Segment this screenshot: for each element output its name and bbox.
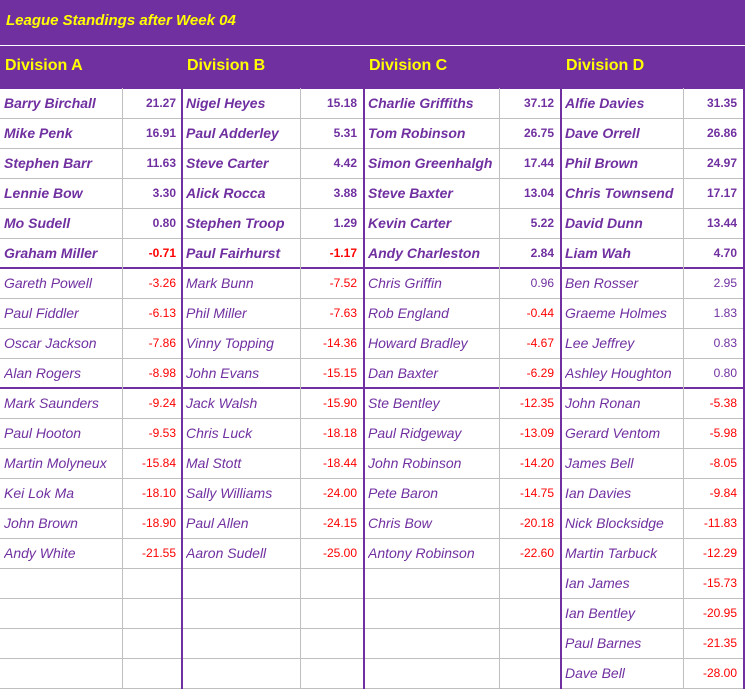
division-d-player-name: Liam Wah bbox=[565, 245, 631, 261]
division-a-player-name: Martin Molyneux bbox=[4, 455, 107, 471]
division-b-player-score: -1.17 bbox=[329, 246, 357, 260]
division-a-player-score: 21.27 bbox=[145, 96, 176, 110]
division-b-player-score: -25.00 bbox=[322, 546, 357, 560]
division-c-player-name: Howard Bradley bbox=[368, 335, 468, 351]
division-a-player-name: Lennie Bow bbox=[4, 185, 83, 201]
division-a-player-name: Gareth Powell bbox=[4, 275, 92, 291]
division-a-player-score: -15.84 bbox=[141, 456, 176, 470]
division-d-player-score: -8.05 bbox=[709, 456, 737, 470]
division-d-player-score: -20.95 bbox=[702, 606, 737, 620]
division-a-player-score: -6.13 bbox=[148, 306, 176, 320]
division-d-player-score: 24.97 bbox=[706, 156, 737, 170]
division-c-player-name: Simon Greenhalgh bbox=[368, 155, 493, 171]
division-b-player-score: -7.52 bbox=[329, 276, 357, 290]
division-b-player-score: -7.63 bbox=[329, 306, 357, 320]
division-c-player-name: Pete Baron bbox=[368, 485, 439, 501]
division-c-header: Division C bbox=[369, 57, 448, 74]
division-d-player-name: Ian Davies bbox=[565, 485, 632, 501]
division-d-player-name: Ian James bbox=[565, 575, 630, 591]
division-c-player-score: 13.04 bbox=[523, 186, 554, 200]
division-d-player-name: John Ronan bbox=[565, 395, 641, 411]
division-d-player-name: Martin Tarbuck bbox=[565, 545, 658, 561]
division-d-player-score: 2.95 bbox=[713, 276, 737, 290]
division-a-player-score: -3.26 bbox=[148, 276, 176, 290]
division-a-player-name: Mark Saunders bbox=[4, 395, 99, 411]
division-c-player-name: Steve Baxter bbox=[368, 185, 453, 201]
division-b-player-name: Paul Allen bbox=[186, 515, 249, 531]
division-c-player-name: Ste Bentley bbox=[368, 395, 440, 411]
division-d-player-score: -9.84 bbox=[709, 486, 737, 500]
division-b-player-name: Mal Stott bbox=[186, 455, 242, 471]
division-d-player-score: -21.35 bbox=[702, 636, 737, 650]
division-c-player-score: -12.35 bbox=[519, 396, 554, 410]
division-a-player-name: Stephen Barr bbox=[4, 155, 92, 171]
division-c-player-score: -6.29 bbox=[526, 366, 554, 380]
division-a-player-score: -0.71 bbox=[148, 246, 176, 260]
division-b-player-score: -18.18 bbox=[322, 426, 357, 440]
division-d-player-score: 13.44 bbox=[706, 216, 737, 230]
division-a-player-score: -9.24 bbox=[148, 396, 176, 410]
division-a-player-name: Paul Fiddler bbox=[4, 305, 79, 321]
division-c-player-score: -13.09 bbox=[519, 426, 554, 440]
division-c-player-name: Andy Charleston bbox=[368, 245, 481, 261]
division-separator bbox=[363, 88, 365, 689]
division-a-player-name: Oscar Jackson bbox=[4, 335, 97, 351]
division-d-player-score: -28.00 bbox=[702, 666, 737, 680]
division-a-player-score: -7.86 bbox=[148, 336, 176, 350]
division-b-player-score: 5.31 bbox=[333, 126, 357, 140]
division-a-player-name: Paul Hooton bbox=[4, 425, 82, 441]
division-a-player-score: 11.63 bbox=[146, 156, 176, 170]
division-d-player-score: -5.98 bbox=[709, 426, 737, 440]
division-c-player-score: -14.20 bbox=[519, 456, 554, 470]
division-b-player-name: Nigel Heyes bbox=[186, 95, 266, 111]
division-b-header: Division B bbox=[187, 57, 266, 74]
page-title: League Standings after Week 04 bbox=[6, 12, 236, 29]
division-b-player-name: Vinny Topping bbox=[186, 335, 274, 351]
division-d-player-name: Ashley Houghton bbox=[565, 365, 672, 381]
division-d-player-score: -5.38 bbox=[709, 396, 737, 410]
division-a-player-name: Andy White bbox=[4, 545, 76, 561]
division-b-player-name: Chris Luck bbox=[186, 425, 253, 441]
division-c-player-score: -22.60 bbox=[519, 546, 554, 560]
division-separator bbox=[181, 88, 183, 689]
division-d-player-name: Nick Blocksidge bbox=[565, 515, 664, 531]
division-d-player-score: 0.80 bbox=[713, 366, 737, 380]
division-b-player-name: Jack Walsh bbox=[186, 395, 258, 411]
division-a-player-name: Alan Rogers bbox=[4, 365, 82, 381]
division-a-player-name: John Brown bbox=[4, 515, 78, 531]
division-c-player-score: -0.44 bbox=[526, 306, 554, 320]
division-b-player-score: 15.18 bbox=[326, 96, 357, 110]
division-separator bbox=[560, 88, 562, 689]
division-c-player-name: Tom Robinson bbox=[368, 125, 466, 141]
division-b-player-score: 1.29 bbox=[333, 216, 357, 230]
title-bar bbox=[0, 0, 745, 46]
division-c-player-score: 26.75 bbox=[523, 126, 554, 140]
division-a-player-name: Mo Sudell bbox=[4, 215, 71, 231]
division-c-player-score: 37.12 bbox=[523, 96, 554, 110]
division-d-player-name: Alfie Davies bbox=[565, 95, 645, 111]
division-d-player-name: Ben Rosser bbox=[565, 275, 639, 291]
division-d-player-name: Gerard Ventom bbox=[565, 425, 661, 441]
division-d-player-name: Phil Brown bbox=[565, 155, 639, 171]
division-a-player-name: Kei Lok Ma bbox=[4, 485, 75, 501]
division-d-player-name: James Bell bbox=[565, 455, 634, 471]
division-d-player-name: David Dunn bbox=[565, 215, 643, 231]
division-b-player-name: Phil Miller bbox=[186, 305, 247, 321]
division-a-player-score: 16.91 bbox=[145, 126, 176, 140]
division-d-header: Division D bbox=[566, 57, 645, 74]
division-c-player-name: Chris Bow bbox=[368, 515, 432, 531]
division-c-player-name: Dan Baxter bbox=[368, 365, 439, 381]
division-d-player-score: -11.83 bbox=[703, 516, 737, 530]
division-c-player-name: Antony Robinson bbox=[368, 545, 475, 561]
division-a-player-score: -18.90 bbox=[141, 516, 176, 530]
division-d-player-score: 4.70 bbox=[713, 246, 737, 260]
division-a-player-score: 0.80 bbox=[152, 216, 176, 230]
division-b-player-name: Paul Adderley bbox=[186, 125, 279, 141]
division-c-player-name: Chris Griffin bbox=[368, 275, 442, 291]
division-d-player-name: Dave Orrell bbox=[565, 125, 640, 141]
division-a-player-score: -21.55 bbox=[141, 546, 176, 560]
division-c-player-name: Charlie Griffiths bbox=[368, 95, 474, 111]
division-a-player-name: Barry Birchall bbox=[4, 95, 96, 111]
score-column-separator bbox=[683, 88, 684, 689]
division-b-player-name: Steve Carter bbox=[186, 155, 269, 171]
division-d-player-name: Chris Townsend bbox=[565, 185, 674, 201]
division-c-player-score: -14.75 bbox=[519, 486, 554, 500]
division-d-player-score: 26.86 bbox=[706, 126, 737, 140]
division-b-player-name: John Evans bbox=[186, 365, 260, 381]
division-a-player-name: Graham Miller bbox=[4, 245, 98, 261]
standings-grid bbox=[0, 88, 745, 689]
score-column-separator bbox=[499, 88, 500, 689]
division-b-player-score: -15.90 bbox=[322, 396, 357, 410]
division-c-player-score: 5.22 bbox=[530, 216, 554, 230]
division-a-player-name: Mike Penk bbox=[4, 125, 73, 141]
division-c-player-score: -4.67 bbox=[526, 336, 554, 350]
division-c-player-name: Kevin Carter bbox=[368, 215, 452, 231]
division-d-player-name: Lee Jeffrey bbox=[565, 335, 635, 351]
division-a-player-score: -18.10 bbox=[141, 486, 176, 500]
division-b-player-score: 4.42 bbox=[333, 156, 357, 170]
division-d-player-score: 31.35 bbox=[706, 96, 737, 110]
division-d-player-name: Paul Barnes bbox=[565, 635, 642, 651]
division-c-player-score: 0.96 bbox=[530, 276, 554, 290]
division-a-player-score: -9.53 bbox=[148, 426, 176, 440]
division-a-player-score: 3.30 bbox=[152, 186, 176, 200]
division-b-player-score: -24.15 bbox=[322, 516, 357, 530]
division-b-player-name: Sally Williams bbox=[186, 485, 273, 501]
division-b-player-score: -24.00 bbox=[322, 486, 357, 500]
division-d-player-score: -12.29 bbox=[702, 546, 737, 560]
division-c-player-name: John Robinson bbox=[368, 455, 462, 471]
division-a-player-score: -8.98 bbox=[148, 366, 176, 380]
division-d-player-score: 0.83 bbox=[713, 336, 737, 350]
division-b-player-name: Stephen Troop bbox=[186, 215, 285, 231]
division-b-player-score: -14.36 bbox=[322, 336, 357, 350]
division-d-player-name: Dave Bell bbox=[565, 665, 625, 681]
score-column-separator bbox=[122, 88, 123, 689]
division-a-header: Division A bbox=[5, 57, 83, 74]
division-c-player-name: Rob England bbox=[368, 305, 449, 321]
division-b-player-score: -18.44 bbox=[322, 456, 357, 470]
division-c-player-score: -20.18 bbox=[519, 516, 554, 530]
division-d-player-score: 17.17 bbox=[706, 186, 737, 200]
division-b-player-score: 3.88 bbox=[333, 186, 357, 200]
division-b-player-score: -15.15 bbox=[322, 366, 357, 380]
division-b-player-name: Alick Rocca bbox=[186, 185, 266, 201]
division-d-player-score: -15.73 bbox=[702, 576, 737, 590]
division-d-player-score: 1.83 bbox=[713, 306, 737, 320]
division-c-player-score: 17.44 bbox=[523, 156, 554, 170]
division-d-player-name: Ian Bentley bbox=[565, 605, 636, 621]
score-column-separator bbox=[300, 88, 301, 689]
division-b-player-name: Paul Fairhurst bbox=[186, 245, 281, 261]
division-b-player-name: Mark Bunn bbox=[186, 275, 254, 291]
division-b-player-name: Aaron Sudell bbox=[186, 545, 267, 561]
division-c-player-name: Paul Ridgeway bbox=[368, 425, 462, 441]
division-d-player-name: Graeme Holmes bbox=[565, 305, 667, 321]
division-c-player-score: 2.84 bbox=[530, 246, 554, 260]
